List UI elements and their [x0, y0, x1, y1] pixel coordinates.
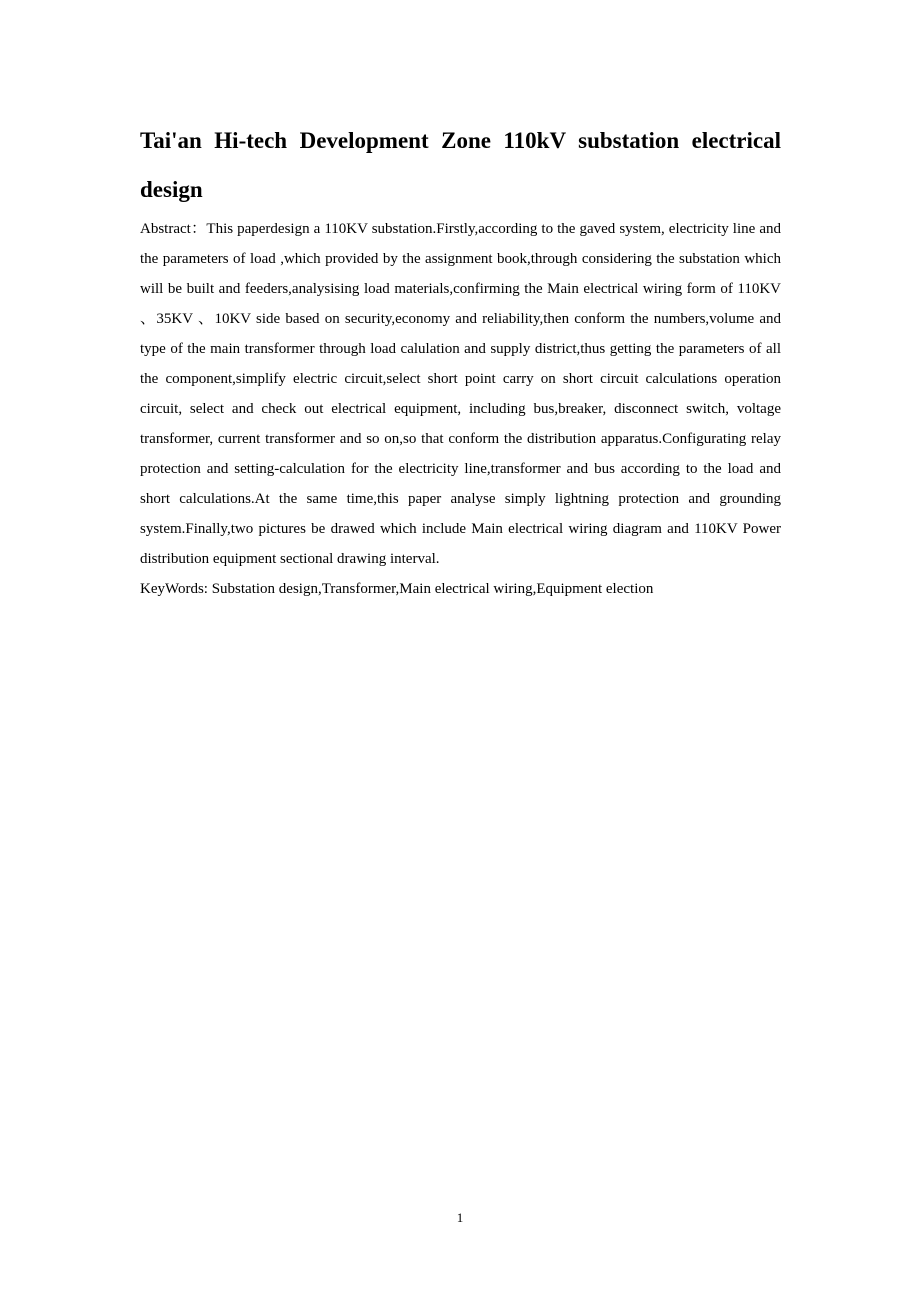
- abstract-paragraph: [140, 214, 781, 574]
- document-title: Tai'an Hi-tech Development Zone 110kV substation electrical design: [140, 128, 781, 202]
- abstract-label: Abstract：: [140, 221, 207, 237]
- keywords-text: Substation design,Transformer,Main electrical wiring,Equipment election: [211, 581, 654, 597]
- keywords-paragraph: [140, 574, 781, 604]
- abstract-text: This paperdesign a 110KV substation.Firstly,according to the gaved system, electricity line and the parameters of load ,which provided by the assignment book,through considering the substation which will be built and feeders,analysising load materials,confirming the Main electrical wiring form of 110KV 、35KV 、10KV side based on security,economy and reliability,then conform the numbers,volume and type of the main transformer through load calulation and supply district,thus getting the parameters of all the component,simplify electric circuit,select short point carry on short circuit calculations operation circuit, select and check out electrical equipment, including bus,breaker, disconnect switch, voltage transformer, current transformer and so on,so that conform the distribution apparatus.Configurating relay protection and setting-calculation for the electricity line,transformer and bus according to the load and short calculations.At the same time,this paper analyse simply lightning protection and grounding system.Finally,two pictures be drawed which include Main electrical wiring diagram and 110KV Power distribution equipment sectional drawing interval.: [140, 221, 781, 567]
- page-content: [140, 116, 781, 604]
- page-number: 1: [456, 1210, 464, 1225]
- keywords-label: KeyWords:: [140, 581, 212, 597]
